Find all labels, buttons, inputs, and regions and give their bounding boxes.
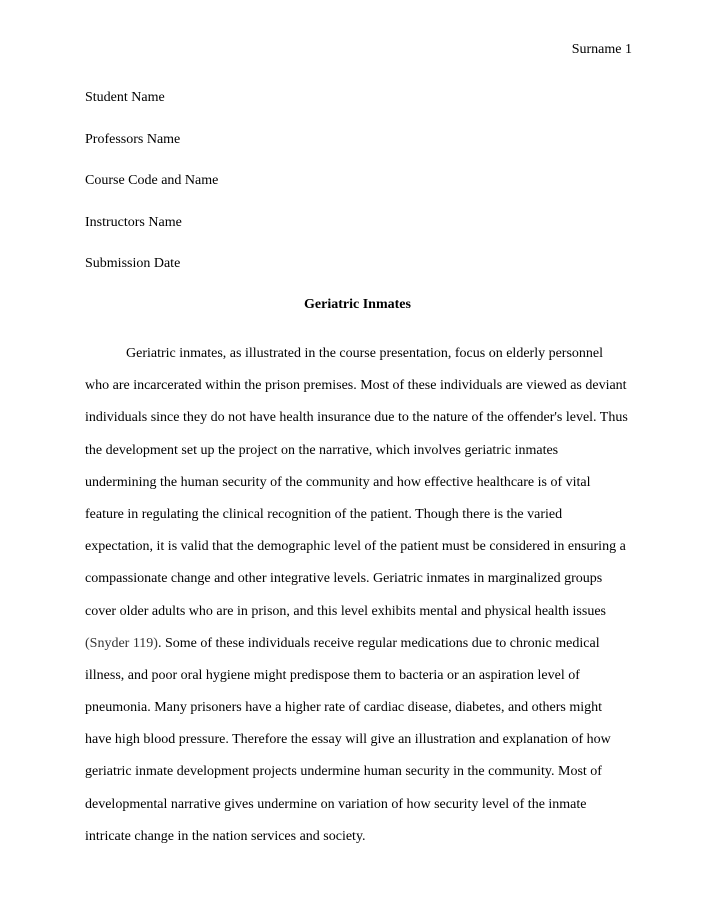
essay-title: Geriatric Inmates <box>304 297 411 312</box>
body-line: the development set up the project on the narrative, which involves geriatric inmates <box>85 442 559 458</box>
body-line: expectation, it is valid that the demographic level of the patient must be considered in ensuring a <box>85 539 626 555</box>
professor-name: Professors Name <box>85 131 181 147</box>
course-code-name: Course Code and Name <box>85 173 219 189</box>
body-line: Geriatric inmates, as illustrated in the course presentation, focus on elderly personnel <box>126 346 604 361</box>
body-line: geriatric inmate development projects undermine human security in the community. Most of <box>85 764 602 780</box>
body-line: intricate change in the nation services and society. <box>85 828 366 844</box>
mla-heading <box>85 88 630 296</box>
submission-date: Submission Date <box>85 256 181 272</box>
student-name: Student Name <box>85 90 165 105</box>
body-paragraph <box>85 338 633 853</box>
body-line: illness, and poor oral hygiene might predispose them to bacteria or an aspiration level of <box>85 667 580 683</box>
body-line: cover older adults who are in prison, and this level exhibits mental and physical health issues <box>85 603 606 619</box>
body-line: have high blood pressure. Therefore the essay will give an illustration and explanation of how <box>85 732 611 748</box>
body-line: compassionate change and other integrative levels. Geriatric inmates in marginalized groups <box>85 571 603 587</box>
body-line: feature in regulating the clinical recognition of the patient. Though there is the varied <box>85 506 563 522</box>
body-line: individuals since they do not have health insurance due to the nature of the offender's level. Thus <box>85 410 628 426</box>
body-line: pneumonia. Many prisoners have a higher rate of cardiac disease, diabetes, and others might <box>85 700 603 716</box>
body-line: who are incarcerated within the prison premises. Most of these individuals are viewed as deviant <box>85 378 627 394</box>
body-line-citation <box>85 628 633 660</box>
body-line: developmental narrative gives undermine on variation of how security level of the inmate <box>85 796 587 812</box>
in-text-citation: (Snyder 119) <box>85 635 158 651</box>
body-line: undermining the human security of the community and how effective healthcare is of vital <box>85 474 591 490</box>
instructor-name: Instructors Name <box>85 214 182 230</box>
citation-trailing-text: . Some of these individuals receive regular medications due to chronic medical <box>157 635 600 651</box>
running-header: Surname 1 <box>571 42 632 57</box>
